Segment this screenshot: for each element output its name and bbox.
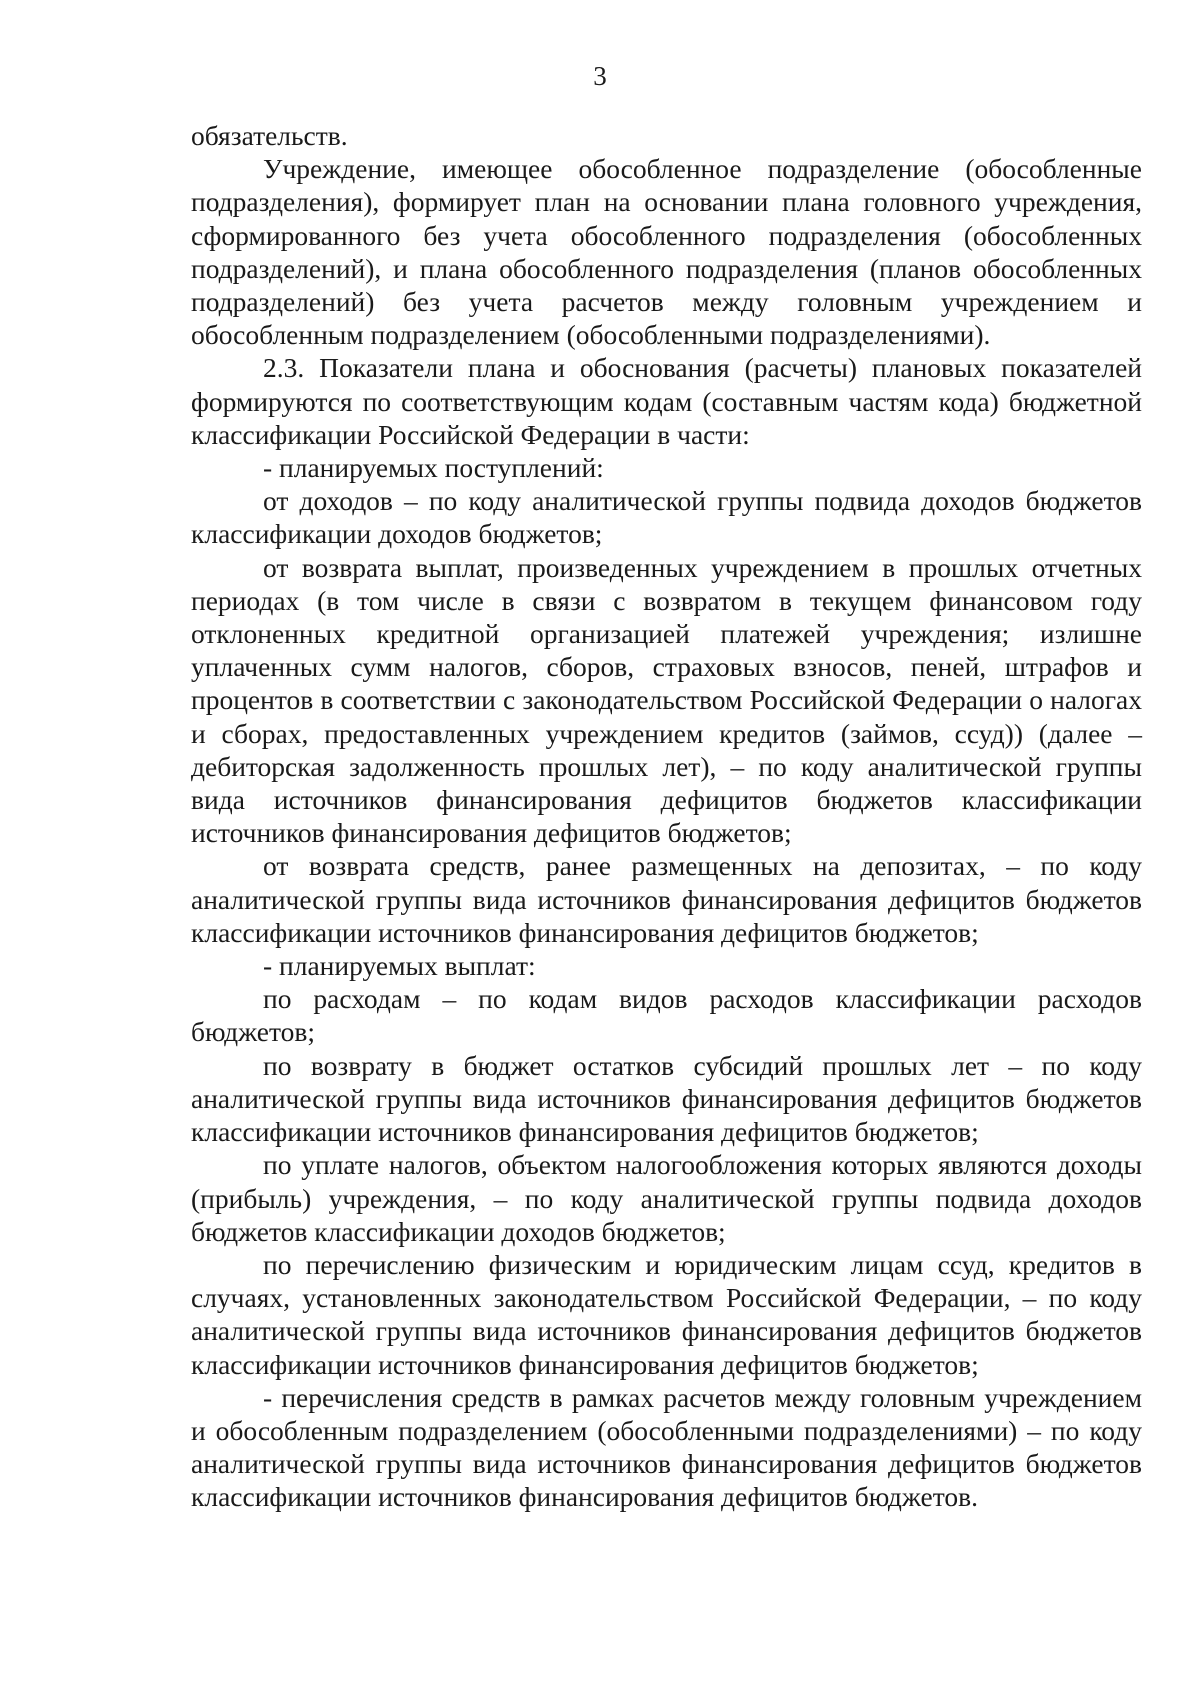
paragraph-expenses: по расходам – по кодам видов расходов классификации расходов бюджетов; bbox=[191, 983, 1142, 1048]
paragraph-internal-transfers: - перечисления средств в рамках расчетов между головным учреждением и обособленным подразделением (обособленными подразделениями) – по коду аналитической группы вида источников финансирования дефицитов бюджетов классификации источников финансирования дефицитов бюджетов. bbox=[191, 1381, 1142, 1513]
paragraph-planned-payments-heading: - планируемых выплат: bbox=[263, 950, 536, 982]
paragraph-section-2-3: 2.3. Показатели плана и обоснования (расчеты) плановых показателей формируются по соответствующим кодам (составным частям кода) бюджетной классификации Российской Федерации в части: bbox=[191, 352, 1142, 450]
document-body bbox=[191, 119, 1142, 1514]
paragraph-tax-payment: по уплате налогов, объектом налогообложения которых являются доходы (прибыль) учреждения, – по коду аналитической группы подвида доходов бюджетов классификации доходов бюджетов; bbox=[191, 1149, 1142, 1247]
paragraph-loans-transfer: по перечислению физическим и юридическим лицам ссуд, кредитов в случаях, установленных законодательством Российской Федерации, – по коду аналитической группы вида источников финансирования дефицитов бюджетов классификации источников финансирования дефицитов бюджетов; bbox=[191, 1248, 1142, 1380]
paragraph-separate-division-plan: Учреждение, имеющее обособленное подразделение (обособленные подразделения), формирует план на основании плана головного учреждения, сформированного без учета обособленного подразделения (обособленных подразделений), и плана обособленного подразделения (планов обособленных подразделений) без учета расчетов между головным учреждением и обособленным подразделением (обособленными подразделениями). bbox=[191, 153, 1142, 351]
page-number: 3 bbox=[593, 61, 607, 91]
paragraph-planned-receipts-heading: - планируемых поступлений: bbox=[263, 452, 604, 484]
paragraph-subsidy-return: по возврату в бюджет остатков субсидий прошлых лет – по коду аналитической группы вида источников финансирования дефицитов бюджетов классификации источников финансирования дефицитов бюджетов; bbox=[191, 1049, 1142, 1148]
paragraph-from-deposit-return: от возврата средств, ранее размещенных на депозитах, – по коду аналитической группы вида источников финансирования дефицитов бюджетов классификации источников финансирования дефицитов бюджетов; bbox=[191, 850, 1142, 948]
paragraph-from-refund-of-payments: от возврата выплат, произведенных учреждением в прошлых отчетных периодах (в том числе в связи с возвратом в текущем финансовом году отклоненных кредитной организацией платежей учреждения; излишне уплаченных сумм налогов, сборов, страховых взносов, пеней, штрафов и процентов в соответствии с законодательством Российской Федерации о налогах и сборах, предоставленных учреждением кредитов (займов, ссуд)) (далее – дебиторская задолженность прошлых лет), – по коду аналитической группы вида источников финансирования дефицитов бюджетов классификации источников финансирования дефицитов бюджетов; bbox=[191, 551, 1142, 849]
paragraph-obligations-continuation: обязательств. bbox=[191, 120, 348, 151]
paragraph-from-income: от доходов – по коду аналитической группы подвида доходов бюджетов классификации доходов бюджетов; bbox=[191, 485, 1142, 550]
